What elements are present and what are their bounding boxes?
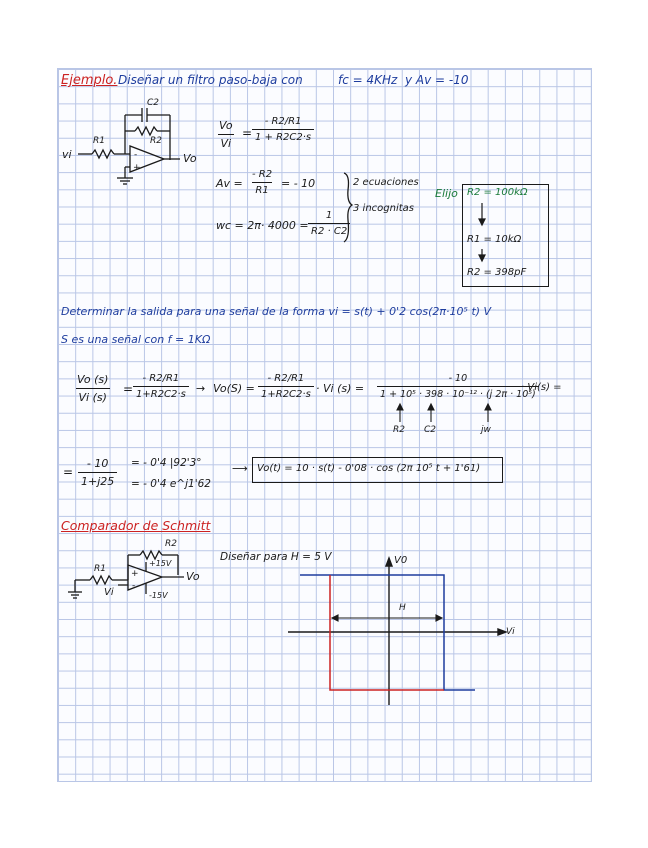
schmitt-r2-label: R2 [165,539,177,549]
eq-label-c2: C2 [424,425,437,435]
circuit1-r2-label: R2 [150,136,162,146]
circuit1-vo-label: Vo [183,152,197,165]
eq-vi-s: · Vi (s) = [316,382,365,395]
svg-text:+: + [133,163,141,173]
av-den: R1 [252,182,271,196]
svg-text:-: - [134,150,138,160]
schmitt-plus15: +15V [149,559,172,568]
eq-vis-end: · Vi(s) = [521,382,562,393]
example-task: Diseñar un filtro paso-baja con [118,73,303,87]
schmitt-r1-label: R1 [94,564,106,574]
axis-vi-label: Vi [506,627,515,637]
tf-equals: = [242,126,253,140]
result-f-num: - 10 [86,457,109,470]
tf-lhs-num: Vo [219,119,233,132]
example-av: y Av = -10 [405,73,469,87]
eq-label-r2: R2 [393,425,405,435]
result-val2: = - 0'4 e^j1'62 [131,478,211,490]
result-val1: = - 0'4 |92'3° [131,457,202,469]
eq-vo-s: Vo(S) = [213,382,255,395]
schmitt-design: Diseñar para H = 5 V [220,551,332,563]
part2-line2: S es una señal con f = 1KΩ [61,333,211,346]
eq-f1-den: Vi (s) [76,388,110,404]
eq-arrow: → [196,382,206,395]
circuit1-vi-label: vi [62,148,72,161]
circuit1-r1-label: R1 [93,136,105,146]
schmitt-vi-label: Vi [104,587,114,598]
wc-num: 1 [325,210,333,221]
hysteresis-h-label: H [399,603,406,613]
schmitt-minus15: -15V [149,591,168,600]
av-rhs: = - 10 [281,177,316,190]
result-boxed-eq: Vo(t) = 10 · s(t) - 0'08 · cos (2π 10⁵ t + 1'61) [257,463,481,474]
schmitt-vo-label: Vo [186,570,200,583]
example-heading: Ejemplo. [61,73,118,88]
choice-r2: R2 = 100kΩ [467,187,528,198]
axis-v0-label: V0 [394,555,408,566]
result-arrow: ⟶ [232,462,248,475]
tf-lhs-den: Vi [218,134,235,150]
eq-f2-den: 1+R2C2·s [133,386,189,400]
eq-f4-num: - 10 [448,373,468,384]
svg-text:-: - [132,581,136,591]
wc-lhs: wc = 2π· 4000 = [216,219,309,232]
elijo-label: Elijo [435,187,458,200]
eq-f2-num: - R2/R1 [142,373,180,384]
circuit1-c2-label: C2 [147,98,160,108]
eq-f3-num: - R2/R1 [267,373,305,384]
tf-rhs-num: - R2/R1 [264,116,302,127]
note-unknowns: 3 incognitas [353,203,414,214]
part2-line1: Determinar la salida para una señal de la forma vi = s(t) + 0'2 cos(2π·10⁵ t) V [61,305,492,318]
choice-r1: R1 = 10kΩ [467,234,522,245]
schmitt-heading: Comparador de Schmitt [61,518,211,533]
av-num: - R2 [252,169,273,180]
result-f-den: 1+j25 [78,472,117,488]
eq-label-jw: jw [481,425,491,435]
note-equations: 2 ecuaciones [353,177,419,188]
choice-c2: R2 = 398pF [467,267,527,278]
tf-rhs-den: 1 + R2C2·s [252,129,314,143]
svg-text:+: + [131,569,139,579]
eq-f1-num: Vo (s) [77,373,109,386]
eq-f4-den: 1 + 10⁵ · 398 · 10⁻¹² · (j 2π · 10⁵) [377,386,539,400]
result-eq-sign: = [63,465,74,479]
eq-equals-1: = [123,382,134,396]
example-fc: fc = 4KHz [338,73,398,87]
eq-f3-den: 1+R2C2·s [258,386,314,400]
av-lhs: Av = [216,177,243,190]
wc-den: R2 · C2 [308,223,350,237]
